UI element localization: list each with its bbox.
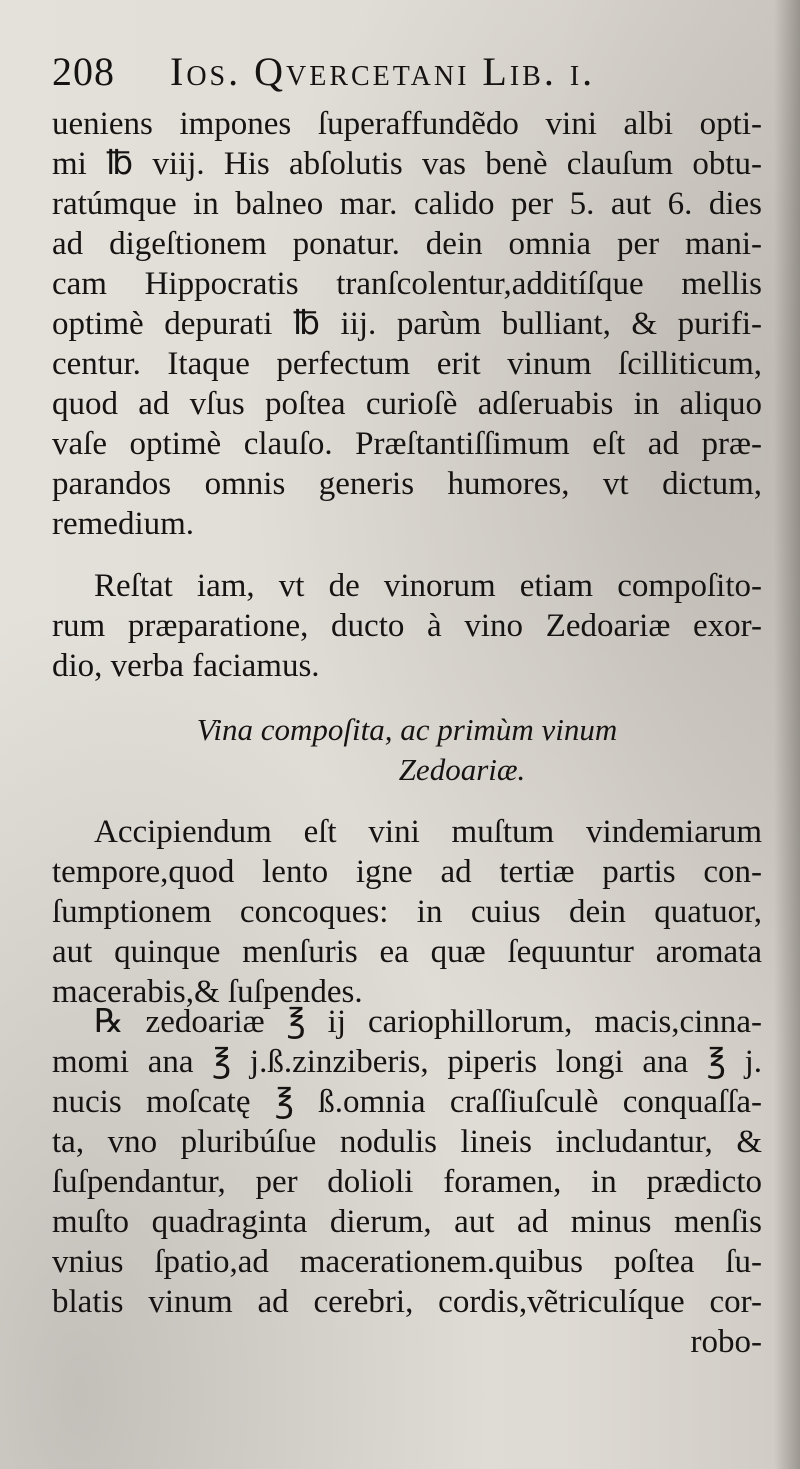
text-line: vaſe optimè clauſo. Præſtantiſſimum eſt ad præ- [52,426,762,462]
text-line: ta, vno pluribúſue nodulis lineis includantur, & [52,1124,762,1160]
text-line: nucis moſcatę ℥ ß.omnia craſſiuſculè conquaſſa- [52,1084,762,1120]
section-heading [52,710,762,790]
heading-line: Zedoariæ. [398,752,526,787]
text-line: Reſtat iam, vt de vinorum etiam compoſito- [94,568,762,604]
text-line: blatis vinum ad cerebri, cordis,vẽtriculíque cor- [52,1284,762,1320]
paragraph-1 [52,104,762,544]
running-title: Ios. Qvercetani Lib. i. [170,49,596,94]
paragraph-3 [52,812,762,1012]
text-line: quod ad vſus poſtea curioſè adſeruabis in aliquo [52,386,762,422]
paragraph-2 [52,566,762,686]
text-line: muſto quadraginta dierum, aut ad minus menſis [52,1204,762,1240]
text-line: ſumptionem concoques: in cuius dein quatuor, [52,894,762,930]
text-line: rum præparatione, ducto à vino Zedoariæ exor- [52,608,762,644]
running-head [52,42,752,102]
text-line: ℞ zedoariæ ℥ ij cariophillorum, macis,cinna- [94,1004,762,1040]
text-line: mi ℔ viij. His abſolutis vas benè clauſum obtu- [52,146,762,182]
text-line: cam Hippocratis tranſcolentur,additíſque mellis [52,266,762,302]
text-line: optimè depurati ℔ iij. parùm bulliant, & purifi- [52,306,762,342]
catchword: robo- [690,1324,762,1360]
text-line: aut quinque menſuris ea quæ ſequuntur aromata [52,934,762,970]
text-line: dio, verba faciamus. [52,648,320,684]
text-line: momi ana ℥ j.ß.zinziberis, piperis longi ana ℥ j. [52,1044,762,1080]
text-line: vnius ſpatio,ad macerationem.quibus poſtea ſu- [52,1244,762,1280]
page-edge-shadow [774,0,800,1469]
text-line: Accipiendum eſt vini muſtum vindemiarum [94,814,762,850]
text-line: ueniens impones ſuperaffundẽdo vini albi opti- [52,106,762,142]
heading-line: Vina compoſita, ac primùm vinum [196,712,618,747]
text-line: tempore,quod lento igne ad tertiæ partis con- [52,854,762,890]
text-line: ad digeſtionem ponatur. dein omnia per mani- [52,226,762,262]
text-line: macerabis,& ſuſpendes. [52,974,363,1010]
text-line: ratúmque in balneo mar. calido per 5. aut 6. dies [52,186,762,222]
page-number: 208 [52,49,115,94]
text-line: centur. Itaque perfectum erit vinum ſcilliticum, [52,346,762,382]
text-line: parandos omnis generis humores, vt dictum, [52,466,762,502]
text-line: remedium. [52,506,195,542]
recipe-paragraph [52,1002,762,1362]
text-line: ſuſpendantur, per dolioli foramen, in prædicto [52,1164,762,1200]
